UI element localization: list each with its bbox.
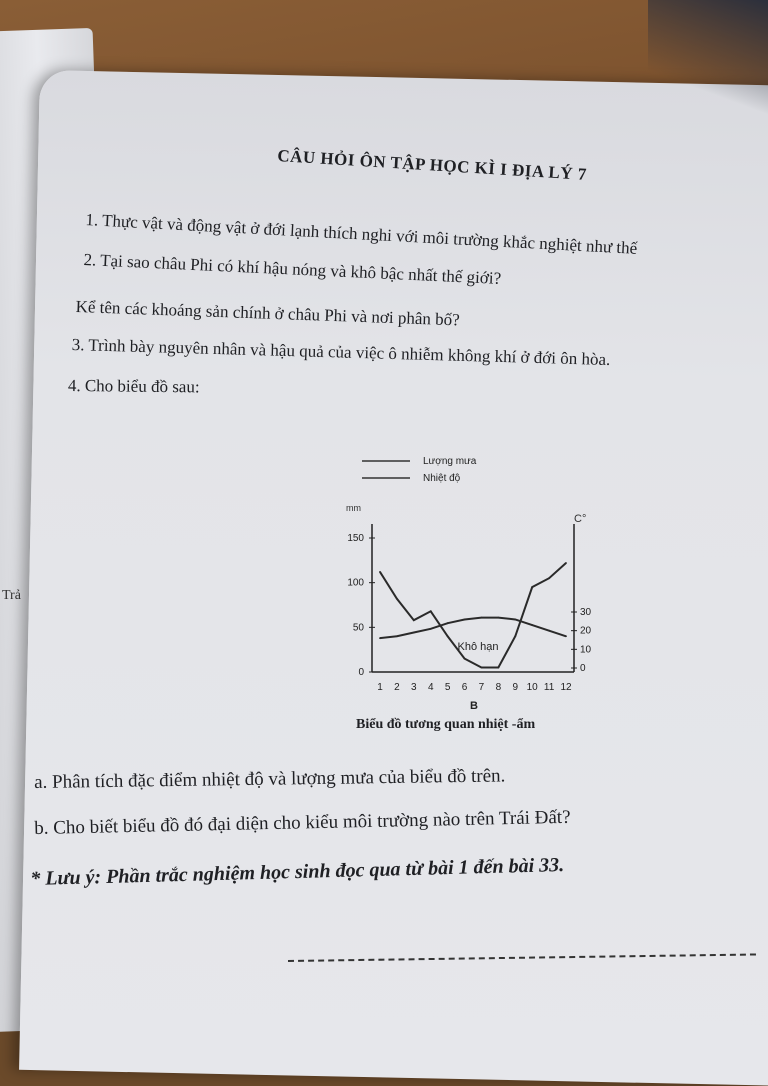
legend-label-0: Lượng mưa bbox=[423, 456, 477, 467]
x-tick-label-11: 12 bbox=[560, 682, 572, 693]
series-1-point-11 bbox=[565, 635, 567, 637]
series-0-point-5 bbox=[464, 658, 466, 660]
part-a: a. Phân tích đặc điểm nhiệt độ và lượng mưa của biểu đồ trên. bbox=[34, 765, 506, 793]
left-tick-label-2: 100 bbox=[347, 577, 364, 589]
page-title: CÂU HỎI ÔN TẬP HỌC KÌ I ĐỊA LÝ 7 bbox=[276, 146, 588, 184]
series-0-point-1 bbox=[396, 598, 398, 600]
series-line-1 bbox=[380, 618, 566, 639]
x-tick-label-8: 9 bbox=[512, 682, 519, 693]
x-tick-label-3: 4 bbox=[427, 682, 434, 693]
x-tick-label-7: 8 bbox=[495, 682, 502, 693]
series-0-point-0 bbox=[379, 571, 381, 573]
x-tick-label-1: 2 bbox=[394, 682, 400, 693]
note-text: * Lưu ý: Phần trắc nghiệm học sinh đọc qua từ bài 1 đến bài 33. bbox=[30, 854, 565, 890]
series-0-point-10 bbox=[548, 577, 550, 579]
series-1-point-3 bbox=[430, 628, 432, 630]
series-1-point-4 bbox=[447, 622, 449, 624]
question-2-sub: Kể tên các khoáng sản chính ở châu Phi và nơi phân bố? bbox=[75, 297, 461, 330]
right-tick-label-0: 0 bbox=[580, 663, 586, 674]
x-tick-label-0: 1 bbox=[377, 682, 383, 693]
series-1-point-10 bbox=[548, 630, 550, 632]
right-axis-unit: C° bbox=[574, 513, 587, 525]
series-1-point-6 bbox=[481, 617, 483, 619]
left-tick-label-3: 150 bbox=[347, 533, 364, 544]
x-tick-label-5: 6 bbox=[461, 682, 468, 693]
left-axis-unit: mm bbox=[346, 503, 361, 513]
left-tick-label-1: 50 bbox=[352, 622, 364, 634]
question-2: 2. Tại sao châu Phi có khí hậu nóng và khô bậc nhất thế giới? bbox=[83, 250, 502, 288]
x-tick-label-10: 11 bbox=[543, 682, 555, 693]
x-axis-label: B bbox=[470, 700, 478, 712]
part-b: b. Cho biết biểu đồ đó đại diện cho kiểu môi trường nào trên Trái Đất? bbox=[34, 806, 571, 839]
series-1-point-8 bbox=[514, 619, 516, 621]
question-3: 3. Trình bày nguyên nhân và hậu quả của việc ô nhiễm không khí ở đới ôn hòa. bbox=[71, 335, 611, 370]
x-tick-label-6: 7 bbox=[478, 682, 485, 693]
series-0-point-7 bbox=[497, 667, 499, 669]
x-tick-label-2: 3 bbox=[411, 682, 417, 693]
series-0-point-9 bbox=[531, 586, 533, 588]
series-0-point-8 bbox=[514, 635, 516, 637]
dry-season-annotation: Khô hạn bbox=[457, 641, 499, 653]
right-tick-label-1: 10 bbox=[580, 644, 592, 656]
x-tick-label-4: 5 bbox=[444, 682, 451, 693]
side-page-text: Trả bbox=[2, 588, 21, 603]
series-0-point-2 bbox=[413, 619, 415, 621]
x-tick-label-9: 10 bbox=[526, 682, 538, 693]
series-1-point-9 bbox=[531, 624, 533, 626]
left-tick-label-0: 0 bbox=[358, 667, 364, 678]
question-1: 1. Thực vật và động vật ở đới lạnh thích nghi với môi trường khắc nghiệt như thế bbox=[85, 210, 638, 258]
series-0-point-4 bbox=[447, 635, 449, 637]
series-1-point-7 bbox=[497, 617, 499, 619]
question-4: 4. Cho biểu đồ sau: bbox=[67, 376, 200, 397]
series-1-point-5 bbox=[464, 619, 466, 621]
legend-label-1: Nhiệt độ bbox=[423, 473, 461, 484]
series-1-point-2 bbox=[413, 632, 415, 634]
right-tick-label-3: 30 bbox=[580, 607, 592, 618]
series-1-point-0 bbox=[379, 637, 381, 639]
series-0-point-6 bbox=[481, 667, 483, 669]
series-0-point-11 bbox=[565, 562, 567, 564]
series-0-point-3 bbox=[430, 610, 432, 612]
series-1-point-1 bbox=[396, 635, 398, 637]
right-tick-label-2: 20 bbox=[580, 625, 592, 637]
chart-title: Biểu đồ tương quan nhiệt -ẩm bbox=[356, 717, 536, 732]
